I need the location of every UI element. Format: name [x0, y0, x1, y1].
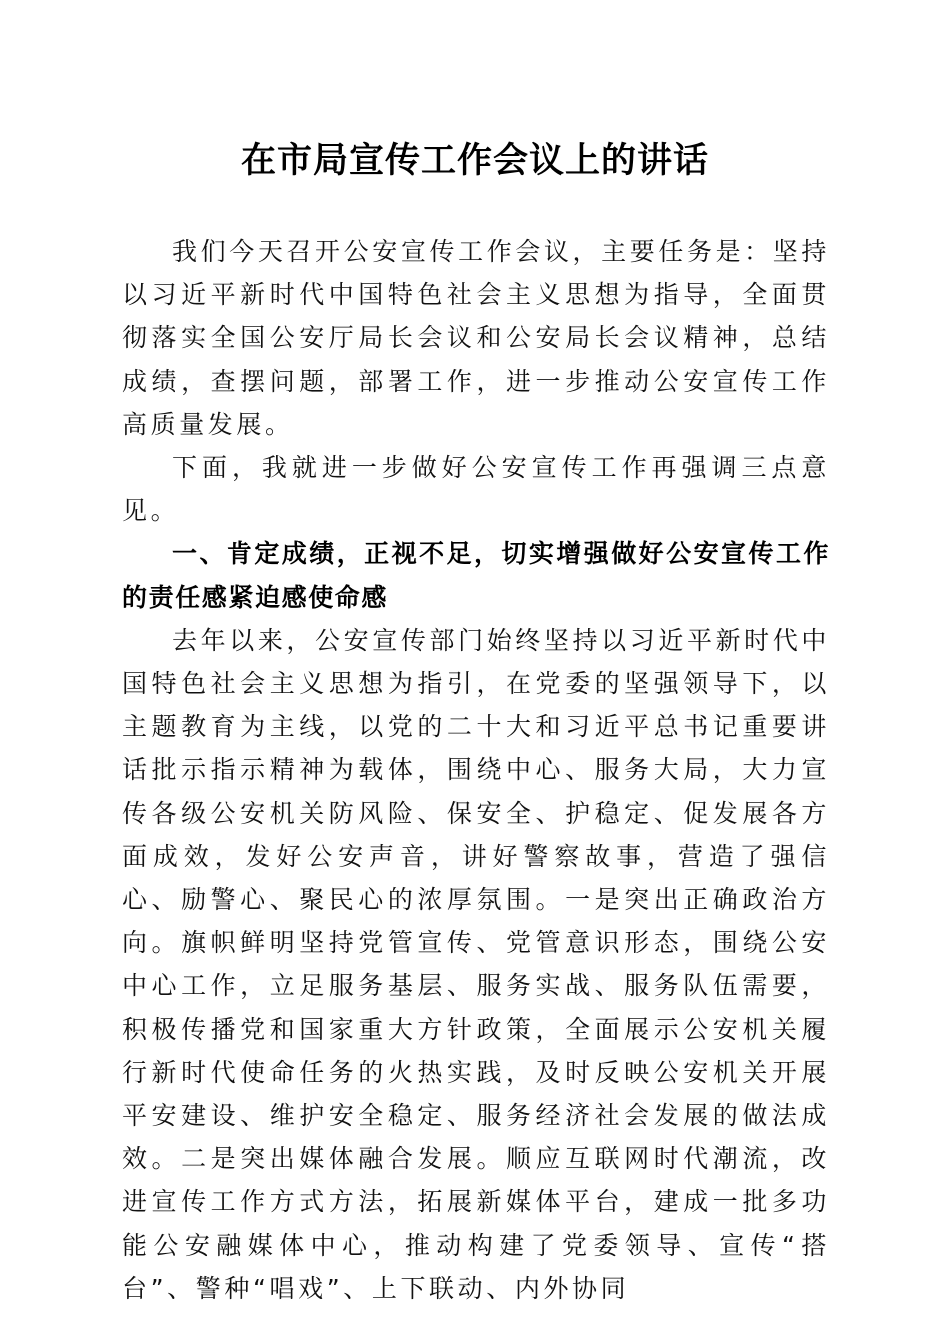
section-heading: 一、肯定成绩，正视不足，切实增强做好公安宣传工作的责任感紧迫感使命感	[122, 539, 830, 612]
transition-paragraph: 下面，我就进一步做好公安宣传工作再强调三点意见。	[122, 453, 830, 526]
document-body	[122, 230, 830, 1310]
section-body-paragraph: 去年以来，公安宣传部门始终坚持以习近平新时代中国特色社会主义思想为指引，在党委的坚强领导下，以主题教育为主线，以党的二十大和习近平总书记重要讲话批示指示精神为载体，围绕中心、服务大局，大力宣传各级公安机关防风险、保安全、护稳定、促发展各方面成效，发好公安声音，讲好警察故事，营造了强信心、励警心、聚民心的浓厚氛围。一是突出正确政治方向。旗帜鲜明坚持党管宣传、党管意识形态，围绕公安中心工作，立足服务基层、服务实战、服务队伍需要，积极传播党和国家重大方针政策，全面展示公安机关履行新时代使命任务的火热实践，及时反映公安机关开展平安建设、维护安全稳定、服务经济社会发展的做法成效。二是突出媒体融合发展。顺应互联网时代潮流，改进宣传工作方式方法，拓展新媒体平台，建成一批多功能公安融媒体中心，推动构建了党委领导、宣传“搭台”、警种“唱戏”、上下联动、内外协同	[122, 625, 830, 1303]
document-title: 在市局宣传工作会议上的讲话	[240, 140, 709, 181]
intro-paragraph: 我们今天召开公安宣传工作会议，主要任务是：坚持以习近平新时代中国特色社会主义思想为指导，全面贯彻落实全国公安厅局长会议和公安局长会议精神，总结成绩，查摆问题，部署工作，进一步推动公安宣传工作高质量发展。	[122, 237, 830, 439]
